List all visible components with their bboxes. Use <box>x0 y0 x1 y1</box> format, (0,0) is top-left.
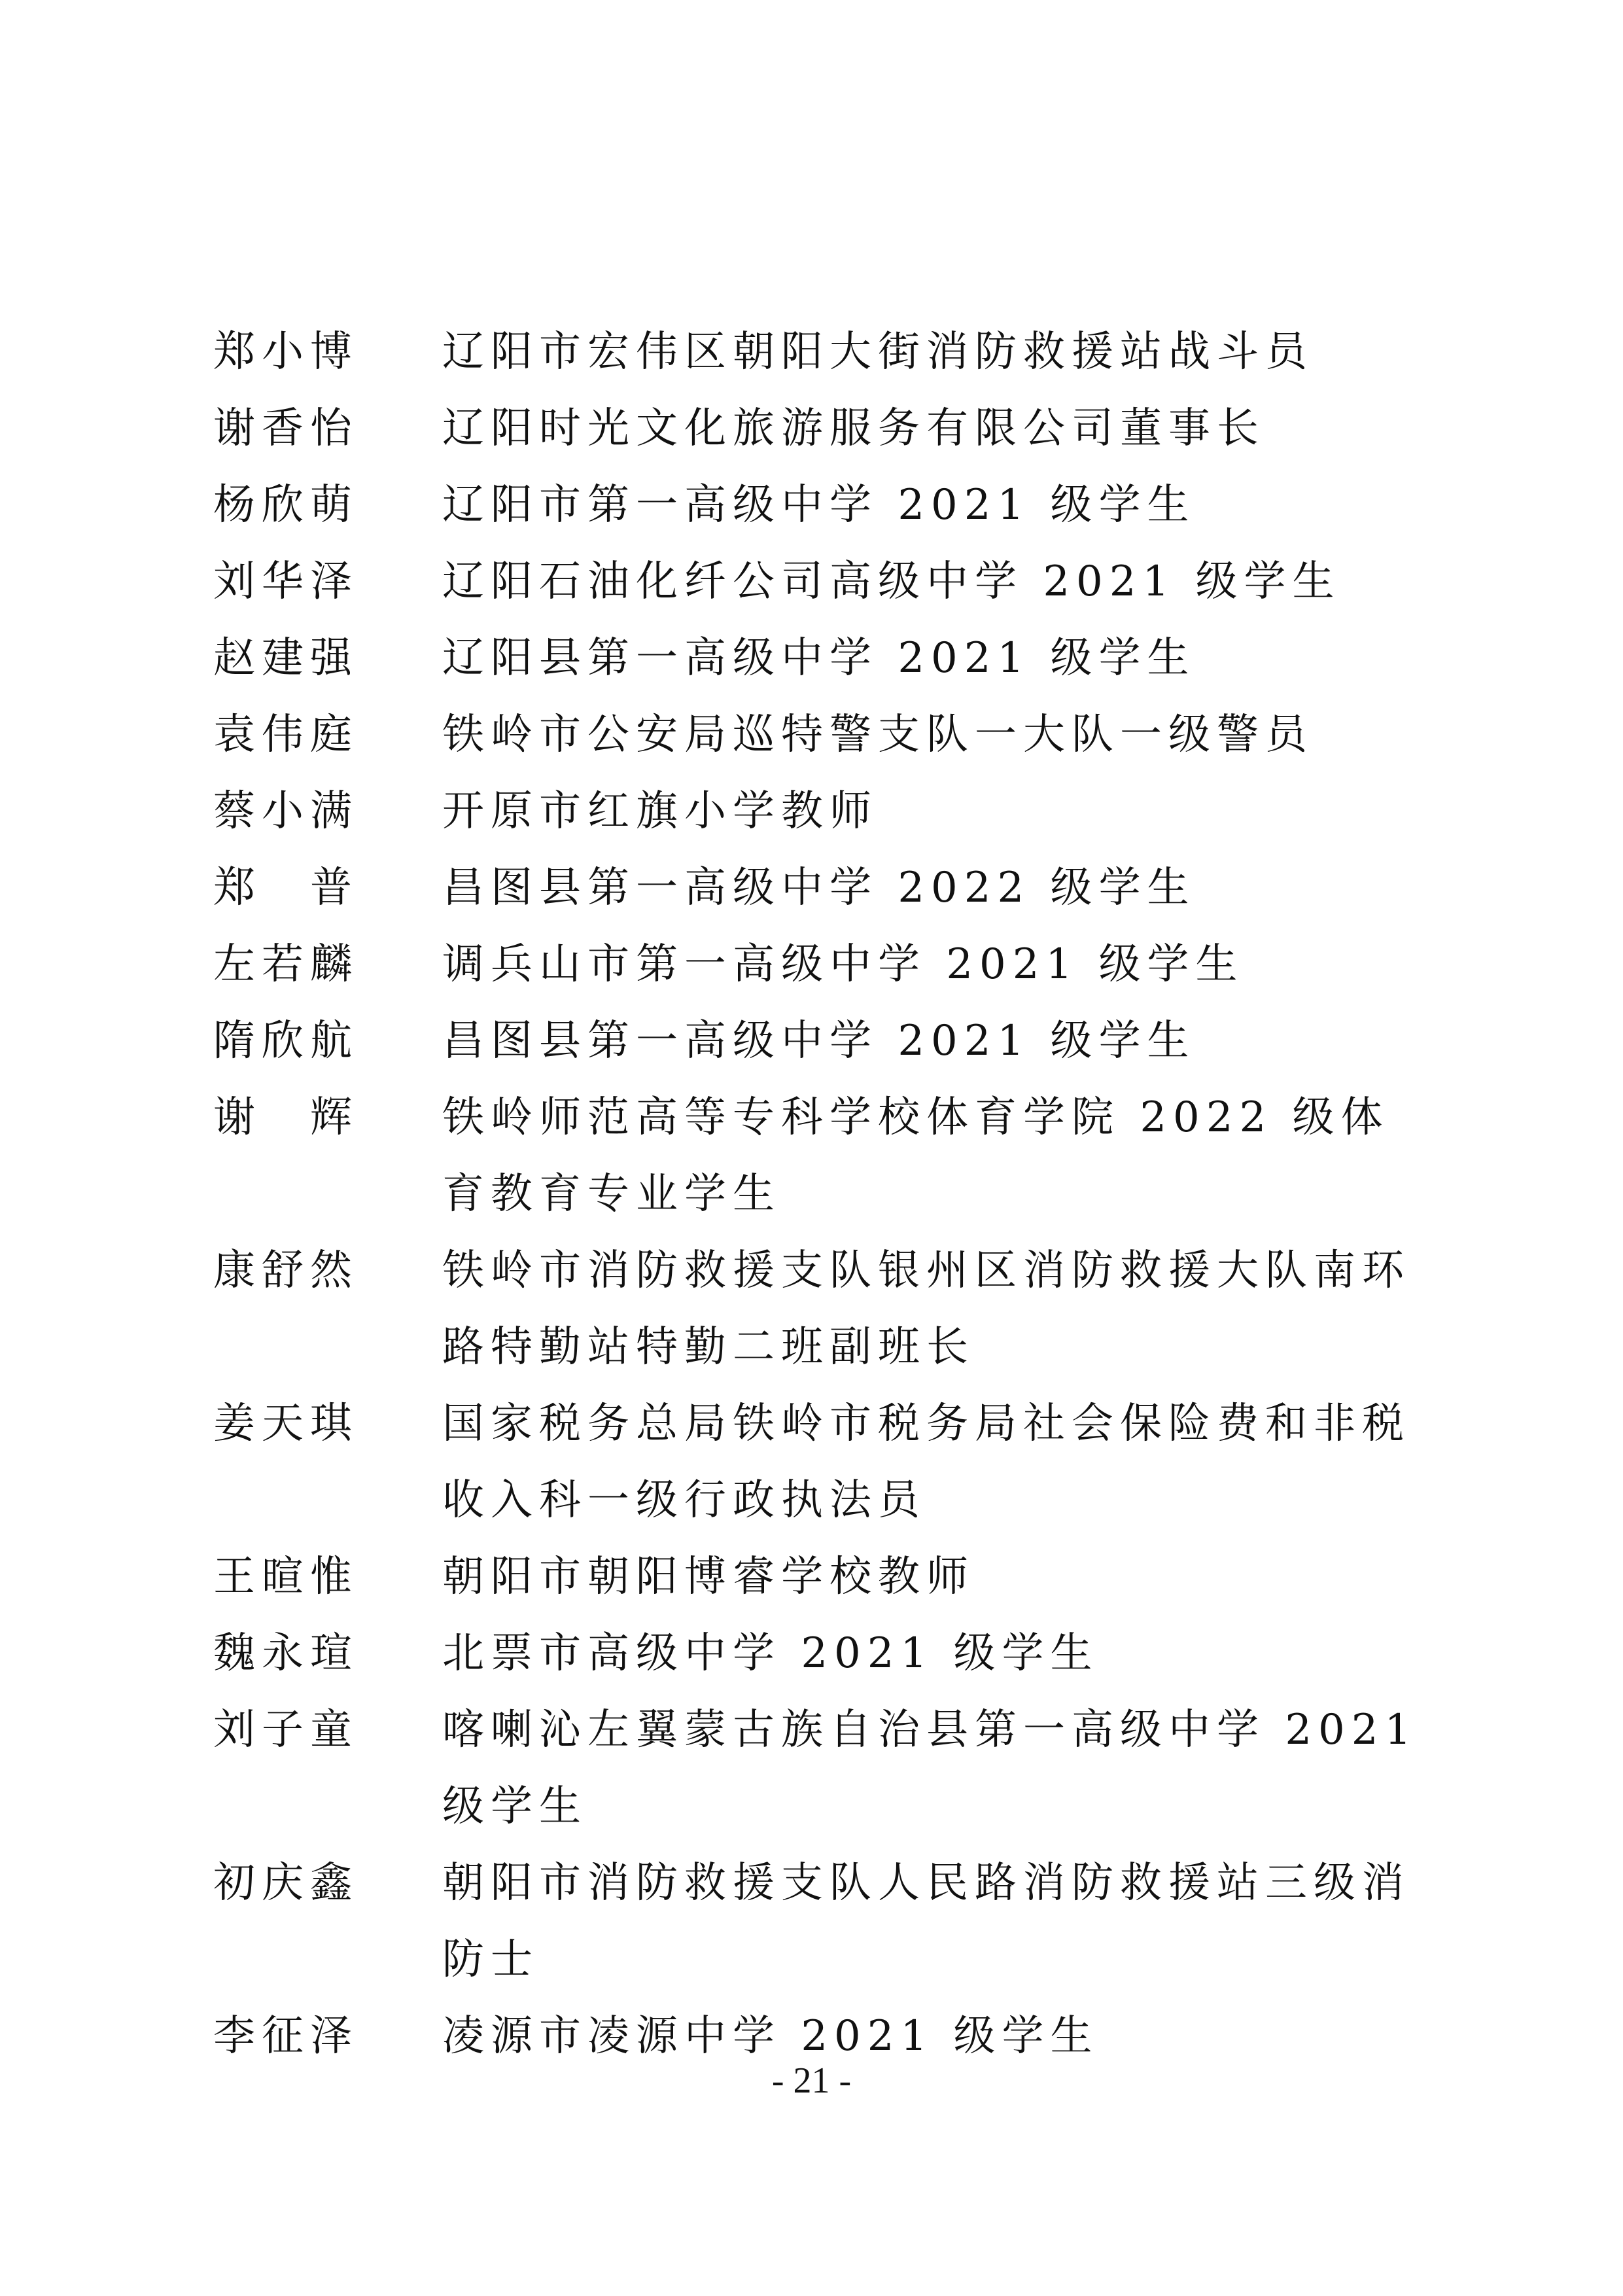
list-item <box>213 1692 1430 1845</box>
list-item <box>213 314 1430 391</box>
honoree-description: 北票市高级中学 2021 级学生 <box>442 1629 1099 1678</box>
list-item <box>213 1080 1430 1233</box>
honoree-description: 国家税务总局铁岭市税务局社会保险费和非税收入科一级行政执法员 <box>442 1400 1410 1525</box>
honoree-description: 辽阳县第一高级中学 2021 级学生 <box>442 634 1196 682</box>
page-number: - 21 - <box>771 2060 852 2101</box>
honoree-name: 初庆鑫 <box>213 1859 358 1907</box>
honoree-name: 隋欣航 <box>213 1017 358 1065</box>
honoree-name: 姜天琪 <box>213 1400 358 1448</box>
honoree-name: 李征泽 <box>213 2012 358 2060</box>
honoree-description: 铁岭市消防救援支队银州区消防救援大队南环路特勤站特勤二班副班长 <box>442 1246 1410 1371</box>
honoree-description: 喀喇沁左翼蒙古族自治县第一高级中学 2021 级学生 <box>442 1706 1418 1831</box>
honoree-list <box>213 314 1430 2075</box>
honoree-description: 昌图县第一高级中学 2022 级学生 <box>442 864 1196 912</box>
list-item <box>213 850 1430 927</box>
list-item <box>213 1616 1430 1692</box>
honoree-description: 开原市红旗小学教师 <box>442 787 878 836</box>
honoree-name: 蔡小满 <box>213 787 358 836</box>
list-item <box>213 1233 1430 1386</box>
honoree-name: 郑 普 <box>213 864 358 912</box>
honoree-name: 刘华泽 <box>213 557 358 606</box>
honoree-name: 郑小博 <box>213 328 358 376</box>
list-item <box>213 773 1430 850</box>
honoree-description: 铁岭师范高等专科学校体育学院 2022 级体育教育专业学生 <box>442 1093 1389 1218</box>
list-item <box>213 1003 1430 1080</box>
list-item <box>213 1845 1430 1998</box>
honoree-name: 魏永瑄 <box>213 1629 358 1678</box>
honoree-description: 凌源市凌源中学 2021 级学生 <box>442 2012 1099 2060</box>
honoree-name: 杨欣萌 <box>213 481 358 529</box>
honoree-name: 谢 辉 <box>213 1093 358 1142</box>
honoree-description: 朝阳市朝阳博睿学校教师 <box>442 1553 975 1601</box>
honoree-description: 辽阳市第一高级中学 2021 级学生 <box>442 481 1196 529</box>
list-item <box>213 1539 1430 1616</box>
list-item <box>213 467 1430 544</box>
honoree-name: 康舒然 <box>213 1246 358 1295</box>
honoree-description: 调兵山市第一高级中学 2021 级学生 <box>442 940 1244 989</box>
honoree-description: 昌图县第一高级中学 2021 级学生 <box>442 1017 1196 1065</box>
list-item <box>213 620 1430 697</box>
honoree-description: 辽阳市宏伟区朝阳大街消防救援站战斗员 <box>442 328 1314 376</box>
honoree-description: 铁岭市公安局巡特警支队一大队一级警员 <box>442 711 1314 759</box>
honoree-description: 朝阳市消防救援支队人民路消防救援站三级消防士 <box>442 1859 1410 1984</box>
honoree-name: 谢香怡 <box>213 404 358 453</box>
honoree-name: 王暄惟 <box>213 1553 358 1601</box>
honoree-name: 袁伟庭 <box>213 711 358 759</box>
honoree-name: 赵建强 <box>213 634 358 682</box>
list-item <box>213 391 1430 467</box>
honoree-description: 辽阳石油化纤公司高级中学 2021 级学生 <box>442 557 1341 606</box>
list-item <box>213 544 1430 620</box>
honoree-name: 刘子童 <box>213 1706 358 1754</box>
honoree-name: 左若麟 <box>213 940 358 989</box>
list-item <box>213 1386 1430 1539</box>
honoree-description: 辽阳时光文化旅游服务有限公司董事长 <box>442 404 1265 453</box>
list-item <box>213 697 1430 773</box>
list-item <box>213 927 1430 1003</box>
